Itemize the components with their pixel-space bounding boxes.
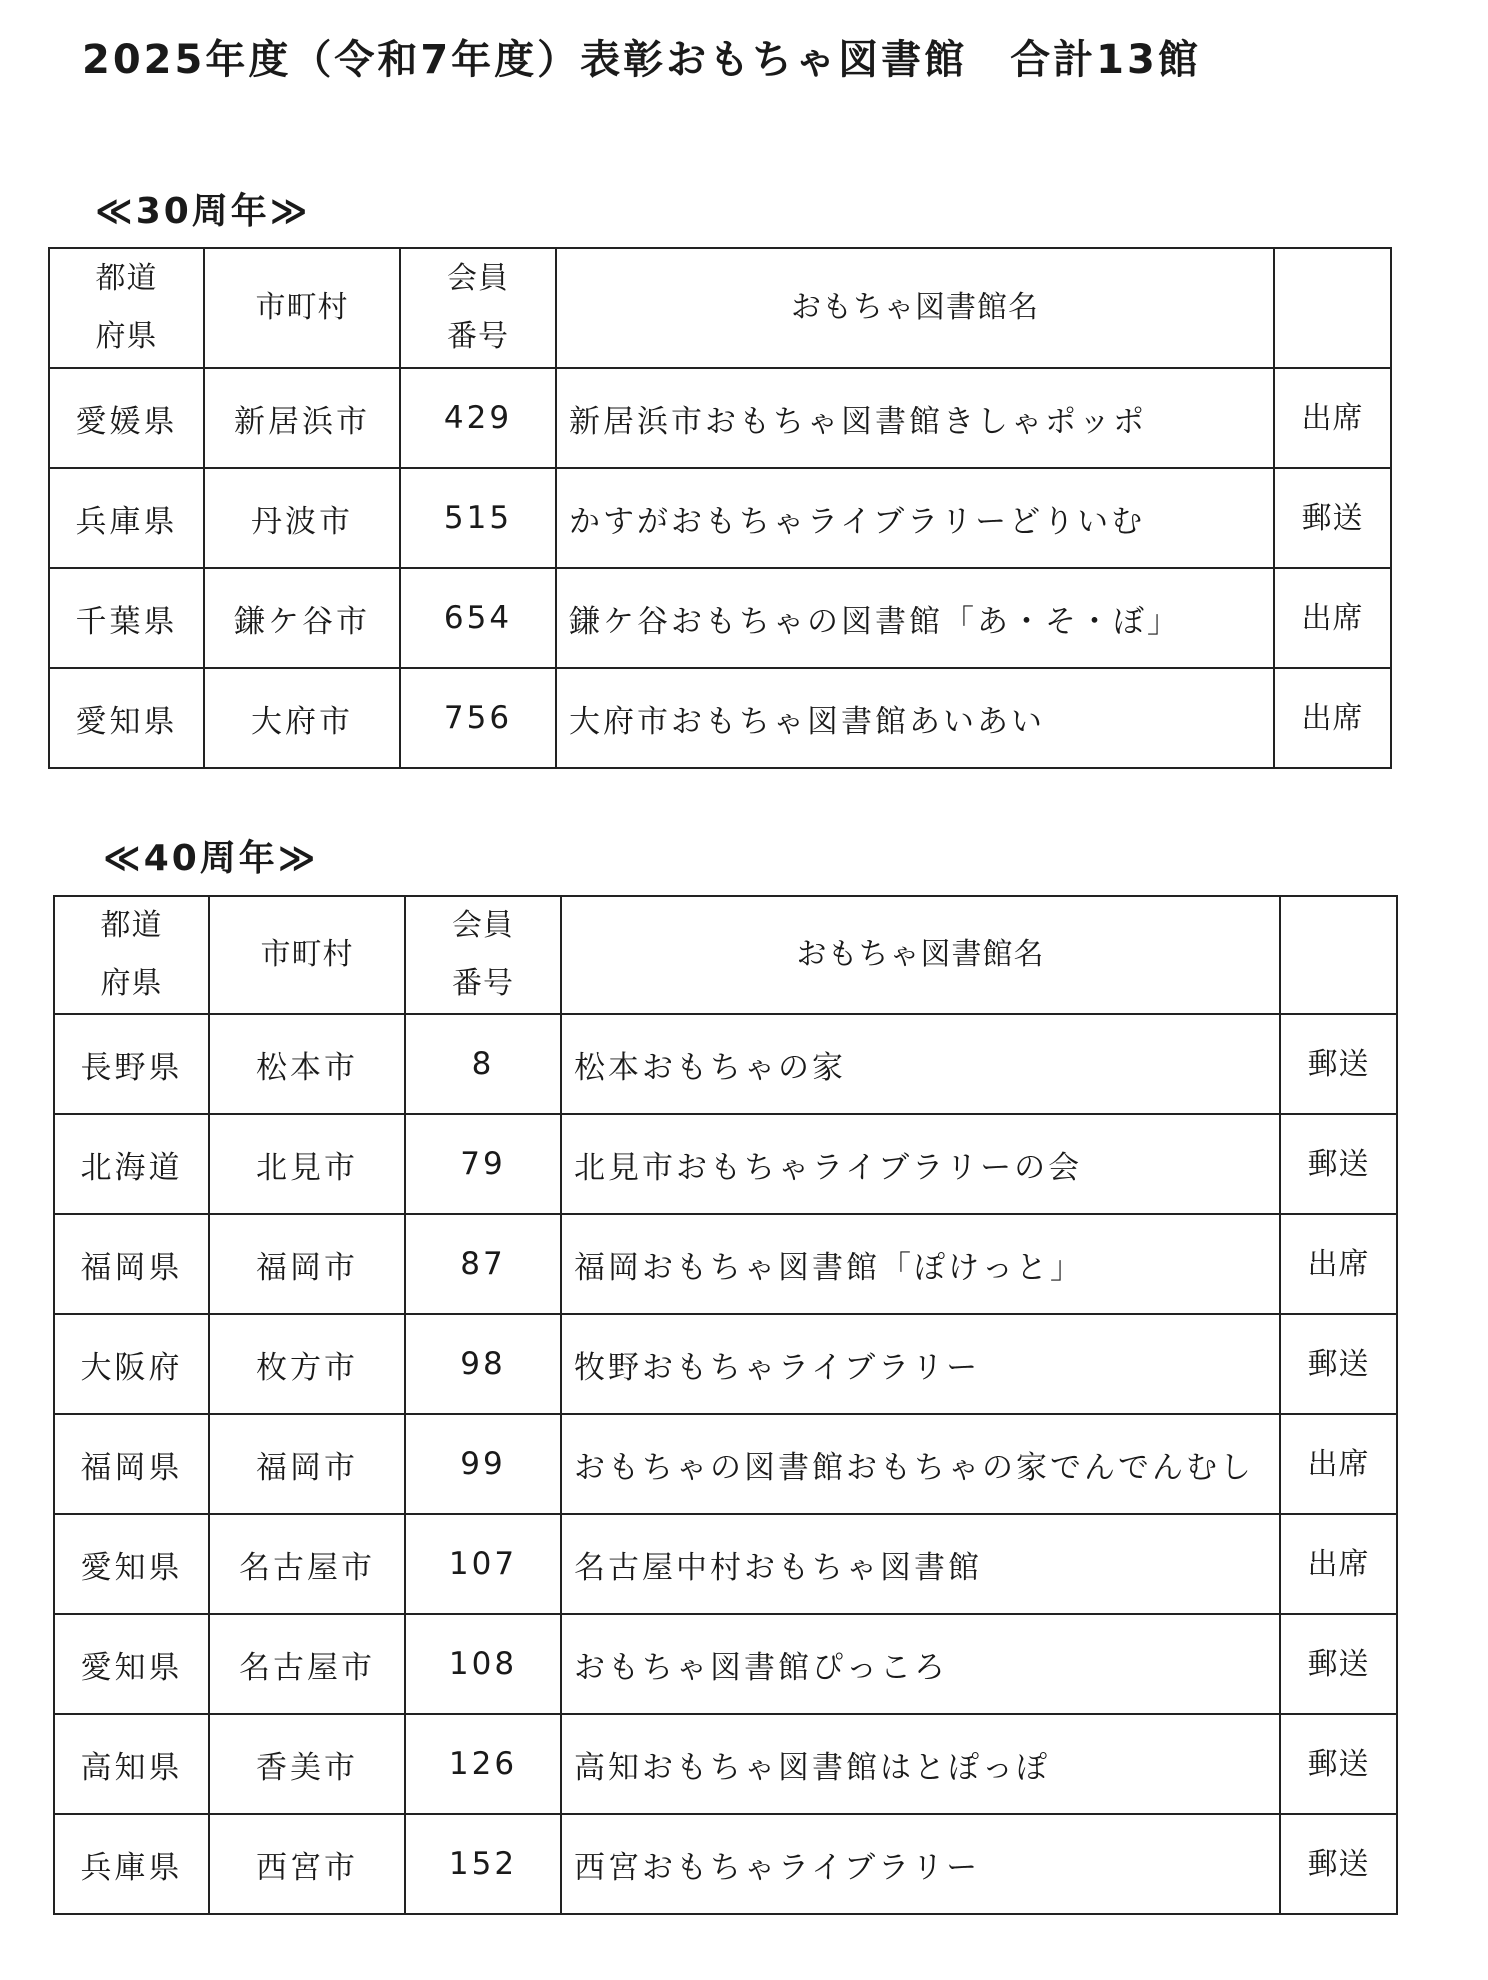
table-row <box>49 568 1391 668</box>
cell-city: 枚方市 <box>209 1314 405 1414</box>
cell-status: 出席 <box>1274 668 1391 768</box>
cell-member-no: 98 <box>405 1314 561 1414</box>
cell-prefecture: 長野県 <box>54 1014 209 1114</box>
cell-city: 大府市 <box>204 668 400 768</box>
cell-library-name: おもちゃ図書館ぴっころ <box>561 1614 1280 1714</box>
table-row <box>54 1414 1397 1514</box>
cell-member-no: 108 <box>405 1614 561 1714</box>
cell-library-name: 大府市おもちゃ図書館あいあい <box>556 668 1274 768</box>
header-member-no: 会員 番号 <box>400 248 556 368</box>
cell-status: 出席 <box>1274 368 1391 468</box>
cell-library-name: 名古屋中村おもちゃ図書館 <box>561 1514 1280 1614</box>
cell-prefecture: 大阪府 <box>54 1314 209 1414</box>
cell-prefecture: 愛知県 <box>54 1514 209 1614</box>
cell-city: 北見市 <box>209 1114 405 1214</box>
table-row <box>54 1014 1397 1114</box>
cell-member-no: 515 <box>400 468 556 568</box>
cell-city: 名古屋市 <box>209 1614 405 1714</box>
cell-prefecture: 愛媛県 <box>49 368 204 468</box>
header-city: 市町村 <box>204 248 400 368</box>
section-heading-40th: ≪40周年≫ <box>103 838 319 879</box>
cell-member-no: 107 <box>405 1514 561 1614</box>
cell-status: 郵送 <box>1280 1714 1397 1814</box>
cell-member-no: 756 <box>400 668 556 768</box>
cell-status: 郵送 <box>1280 1014 1397 1114</box>
table-row <box>54 1614 1397 1714</box>
header-prefecture: 都道 府県 <box>49 248 204 368</box>
cell-member-no: 99 <box>405 1414 561 1514</box>
cell-status: 出席 <box>1280 1414 1397 1514</box>
table-row <box>54 1314 1397 1414</box>
cell-library-name: 高知おもちゃ図書館はとぽっぽ <box>561 1714 1280 1814</box>
table-header-row <box>49 248 1391 368</box>
awards-table-30th <box>48 247 1392 769</box>
cell-city: 西宮市 <box>209 1814 405 1914</box>
table-row <box>54 1714 1397 1814</box>
cell-library-name: 牧野おもちゃライブラリー <box>561 1314 1280 1414</box>
cell-status: 郵送 <box>1280 1614 1397 1714</box>
cell-library-name: 福岡おもちゃ図書館「ぽけっと」 <box>561 1214 1280 1314</box>
cell-status: 郵送 <box>1274 468 1391 568</box>
header-library-name: おもちゃ図書館名 <box>556 248 1274 368</box>
cell-member-no: 79 <box>405 1114 561 1214</box>
cell-status: 出席 <box>1280 1514 1397 1614</box>
cell-city: 新居浜市 <box>204 368 400 468</box>
cell-member-no: 8 <box>405 1014 561 1114</box>
cell-city: 松本市 <box>209 1014 405 1114</box>
table-header-row <box>54 896 1397 1014</box>
cell-status: 郵送 <box>1280 1114 1397 1214</box>
section-heading-30th: ≪30周年≫ <box>95 191 311 232</box>
cell-city: 福岡市 <box>209 1214 405 1314</box>
cell-city: 香美市 <box>209 1714 405 1814</box>
cell-status: 出席 <box>1274 568 1391 668</box>
cell-city: 福岡市 <box>209 1414 405 1514</box>
cell-prefecture: 福岡県 <box>54 1414 209 1514</box>
header-library-name: おもちゃ図書館名 <box>561 896 1280 1014</box>
cell-prefecture: 愛知県 <box>49 668 204 768</box>
cell-status: 出席 <box>1280 1214 1397 1314</box>
cell-prefecture: 高知県 <box>54 1714 209 1814</box>
table-row <box>49 668 1391 768</box>
header-city: 市町村 <box>209 896 405 1014</box>
cell-prefecture: 福岡県 <box>54 1214 209 1314</box>
cell-library-name: 鎌ケ谷おもちゃの図書館「あ・そ・ぼ」 <box>556 568 1274 668</box>
cell-member-no: 87 <box>405 1214 561 1314</box>
cell-prefecture: 愛知県 <box>54 1614 209 1714</box>
cell-status: 郵送 <box>1280 1814 1397 1914</box>
cell-library-name: かすがおもちゃライブラリーどりいむ <box>556 468 1274 568</box>
cell-library-name: 新居浜市おもちゃ図書館きしゃポッポ <box>556 368 1274 468</box>
awards-table-40th <box>53 895 1398 1915</box>
cell-member-no: 429 <box>400 368 556 468</box>
cell-library-name: 松本おもちゃの家 <box>561 1014 1280 1114</box>
cell-member-no: 126 <box>405 1714 561 1814</box>
header-member-no: 会員 番号 <box>405 896 561 1014</box>
cell-library-name: 北見市おもちゃライブラリーの会 <box>561 1114 1280 1214</box>
header-status <box>1280 896 1397 1014</box>
cell-library-name: 西宮おもちゃライブラリー <box>561 1814 1280 1914</box>
cell-library-name: おもちゃの図書館おもちゃの家でんでんむし <box>561 1414 1280 1514</box>
cell-status: 郵送 <box>1280 1314 1397 1414</box>
cell-member-no: 152 <box>405 1814 561 1914</box>
header-prefecture: 都道 府県 <box>54 896 209 1014</box>
table-row <box>49 468 1391 568</box>
cell-city: 鎌ケ谷市 <box>204 568 400 668</box>
cell-city: 丹波市 <box>204 468 400 568</box>
table-row <box>49 368 1391 468</box>
cell-prefecture: 千葉県 <box>49 568 204 668</box>
document-title: 2025年度（令和7年度）表彰おもちゃ図書館 合計13館 <box>82 37 1201 83</box>
cell-prefecture: 兵庫県 <box>54 1814 209 1914</box>
cell-prefecture: 兵庫県 <box>49 468 204 568</box>
cell-prefecture: 北海道 <box>54 1114 209 1214</box>
table-row <box>54 1514 1397 1614</box>
table-row <box>54 1814 1397 1914</box>
header-status <box>1274 248 1391 368</box>
table-row <box>54 1214 1397 1314</box>
cell-member-no: 654 <box>400 568 556 668</box>
cell-city: 名古屋市 <box>209 1514 405 1614</box>
table-row <box>54 1114 1397 1214</box>
